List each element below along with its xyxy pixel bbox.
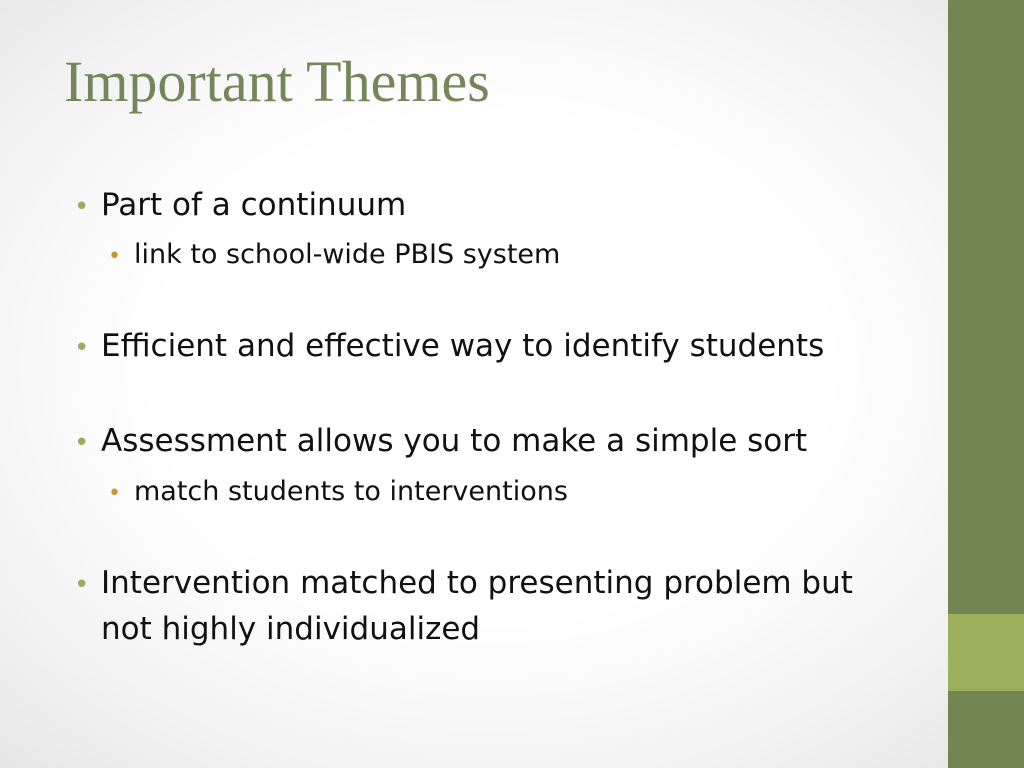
- bullet-text: Assessment allows you to make a simple sort: [101, 423, 808, 459]
- bullet-text: Efficient and effective way to identify students: [101, 328, 825, 364]
- bullet-dot-icon: •: [74, 333, 90, 363]
- bullet-text-line1: Intervention matched to presenting problem but: [101, 565, 853, 601]
- sub-bullet-dot-icon: •: [108, 244, 121, 269]
- sub-bullet-item-match: [108, 473, 568, 513]
- sub-bullet-dot-icon: •: [108, 481, 121, 506]
- sidebar-accent-block: [948, 614, 1024, 691]
- bullet-item-identify-students: [74, 324, 824, 370]
- sub-bullet-item-pbis: [108, 236, 560, 276]
- bullet-item-continuum: [74, 183, 406, 229]
- sub-bullet-text: match students to interventions: [134, 476, 568, 507]
- bullet-item-intervention: [74, 561, 853, 651]
- bullet-text: Part of a continuum: [101, 187, 407, 223]
- bullet-dot-icon: •: [74, 192, 90, 222]
- bullet-dot-icon: •: [74, 428, 90, 458]
- bullet-item-assessment: [74, 419, 807, 465]
- sub-bullet-text: link to school-wide PBIS system: [134, 239, 561, 270]
- bullet-text-line2: not highly individualized: [101, 611, 481, 647]
- slide-title: Important Themes: [64, 49, 490, 114]
- bullet-dot-icon: •: [74, 570, 90, 600]
